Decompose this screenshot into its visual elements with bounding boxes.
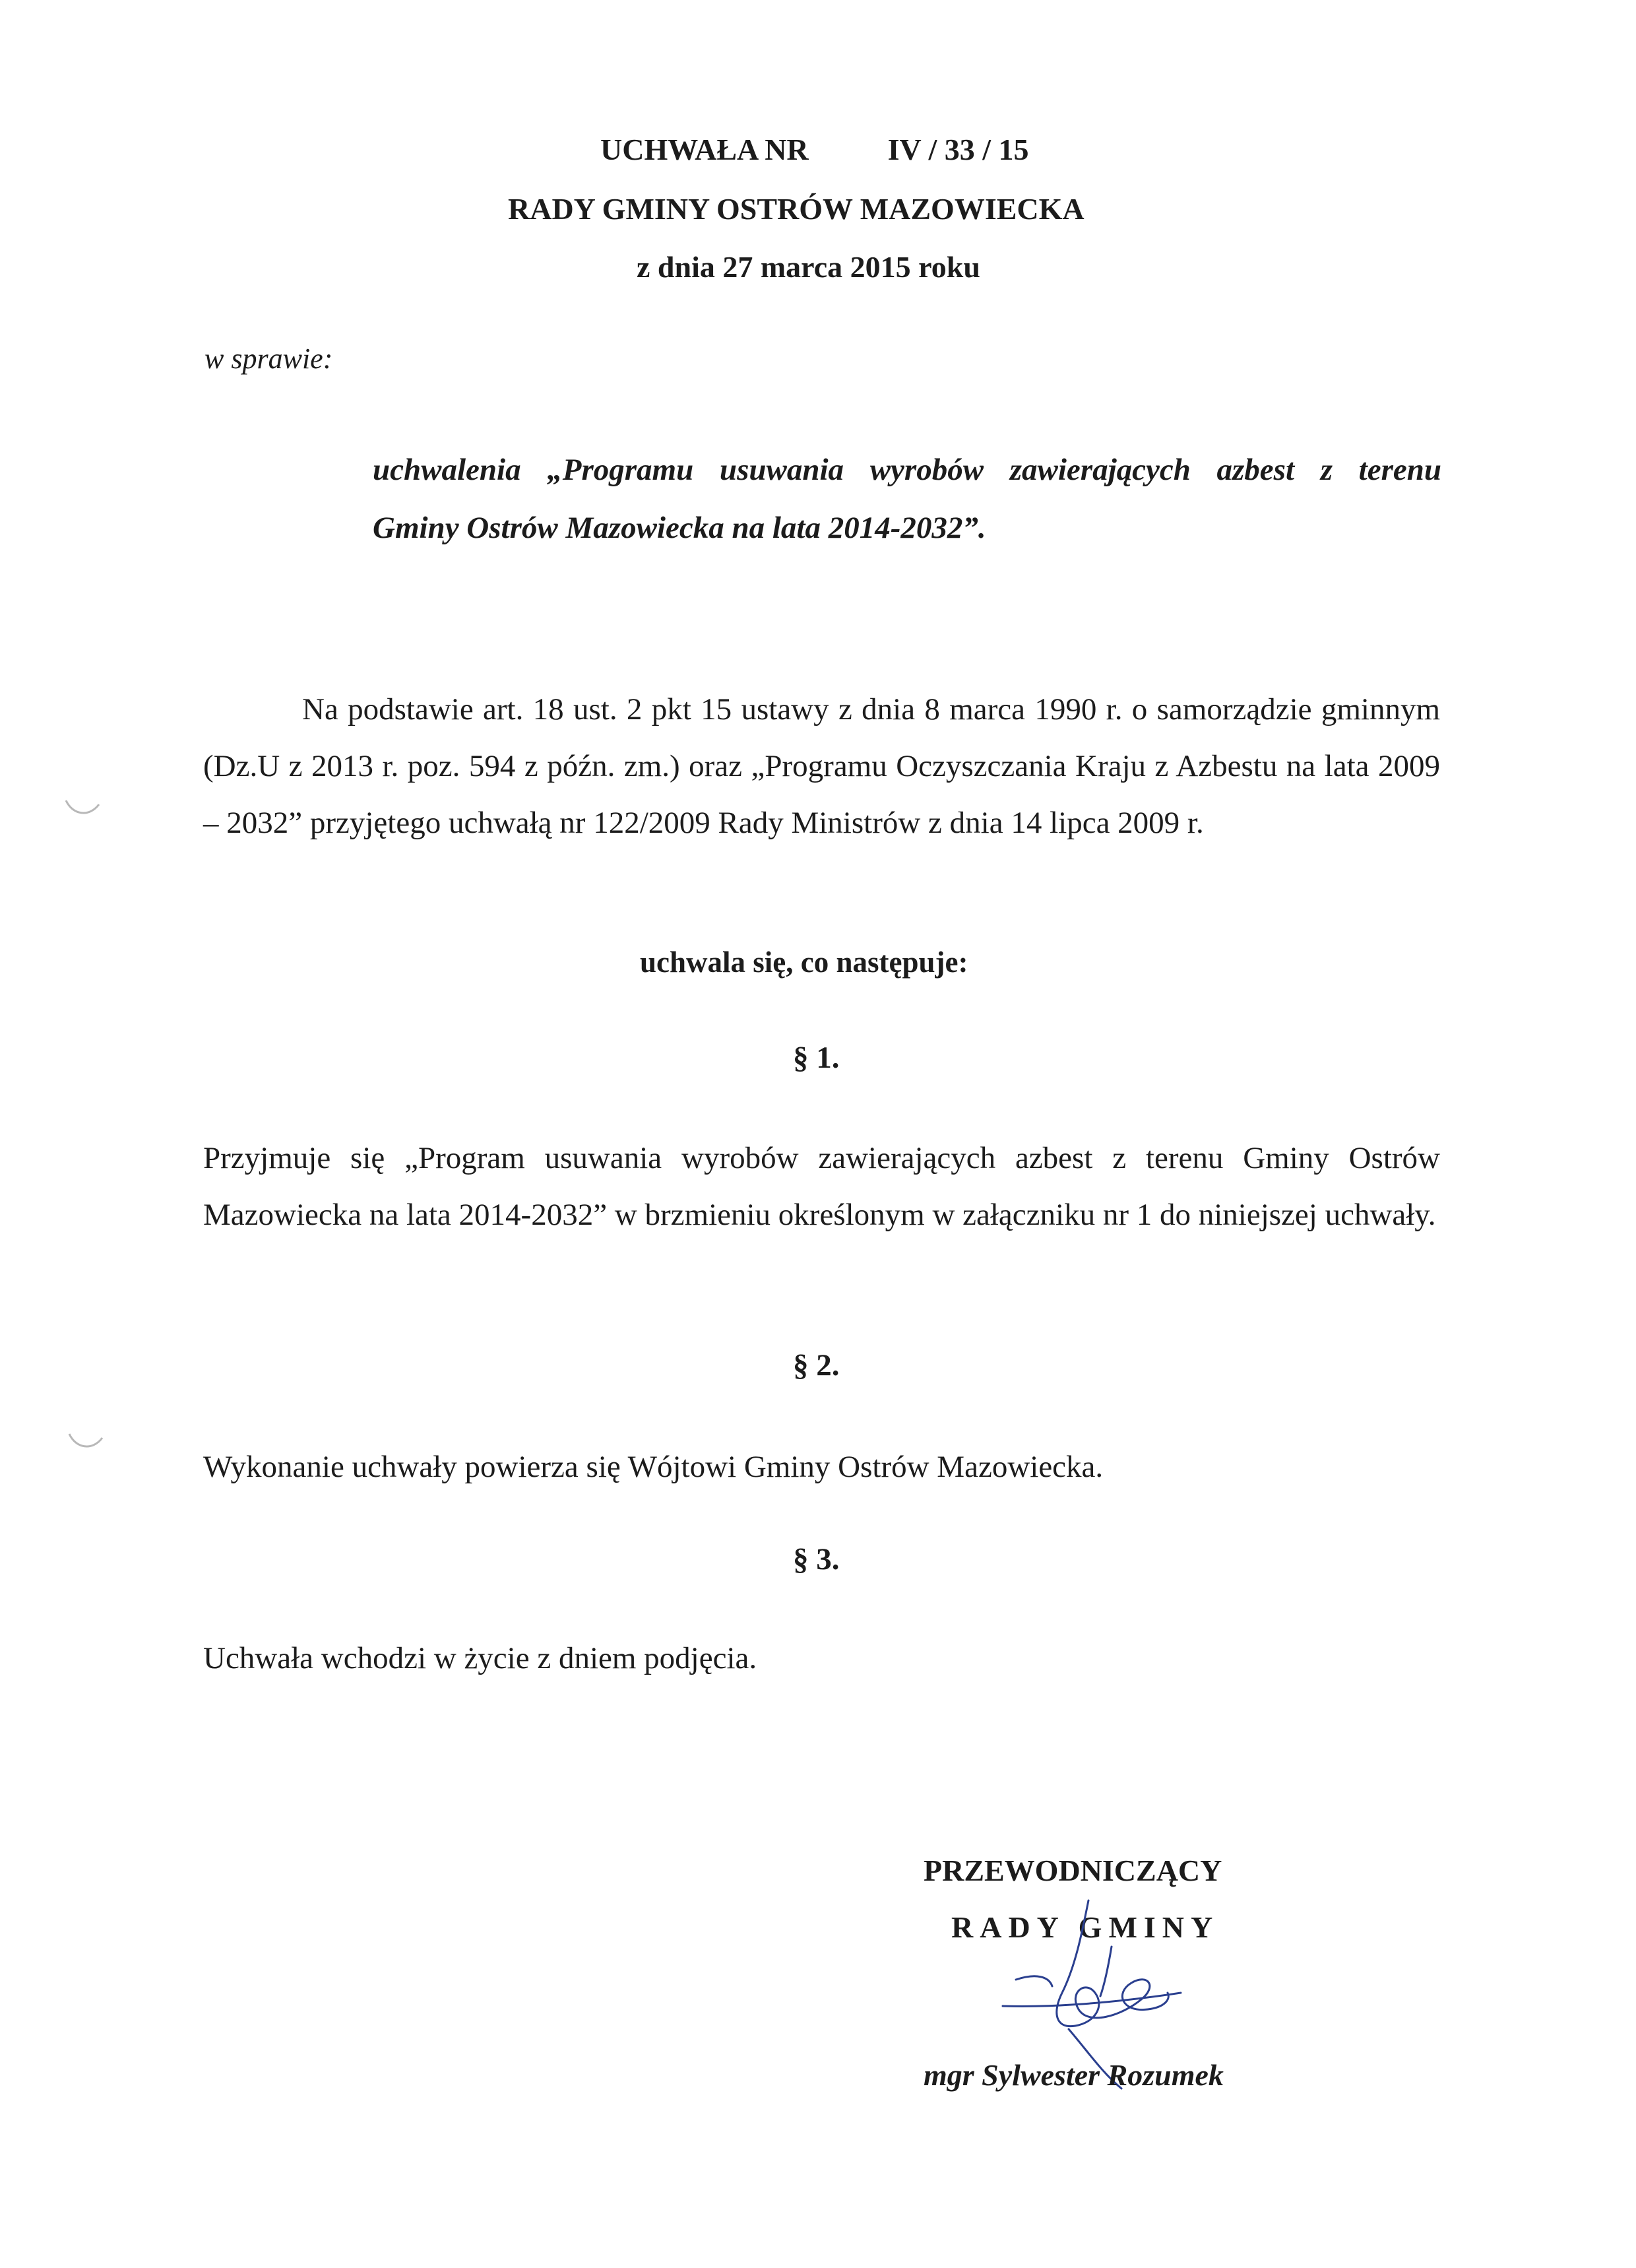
subject-line-1: uchwalenia „Programu usuwania wyrobów zawierających azbest z terenu [373, 453, 1441, 487]
regarding-label: w sprawie: [204, 342, 333, 375]
subject-text [373, 441, 1441, 557]
legal-basis-paragraph: Na podstawie art. 18 ust. 2 pkt 15 ustawy z dnia 8 marca 1990 r. o samorządzie gminnym (Dz.U z 2013 r. poz. 594 z późn. zm.) oraz „Programu Oczyszczania Kraju z Azbestu na lata 2009 – 2032” przyjętego uchwałą nr 122/2009 Rady Ministrów z dnia 14 lipca 2009 r. [203, 692, 1440, 840]
punch-hole-mark-bottom [66, 1429, 106, 1455]
signatory-body: RADY GMINY [951, 1910, 1220, 1944]
section-1-text: Przyjmuje się „Program usuwania wyrobów zawierających azbest z terenu Gminy Ostrów Mazowiecka na lata 2014-2032” w brzmieniu określonym w załączniku nr 1 do niniejszej uchwały. [203, 1141, 1440, 1232]
enactment-clause: uchwala się, co następuje: [640, 946, 968, 979]
section-2-text: Wykonanie uchwały powierza się Wójtowi Gminy Ostrów Mazowiecka. [203, 1450, 1104, 1484]
resolution-title [600, 132, 1029, 167]
section-1-label: § 1. [793, 1041, 840, 1075]
signatory-name: mgr Sylwester Rozumek [924, 2058, 1224, 2092]
resolution-date: z dnia 27 marca 2015 roku [637, 250, 980, 284]
resolution-label: UCHWAŁA NR [600, 133, 809, 166]
subject-line-2: Gminy Ostrów Mazowiecka na lata 2014-2032”. [373, 511, 986, 545]
punch-hole-mark-top [63, 795, 102, 822]
council-name: RADY GMINY OSTRÓW MAZOWIECKA [508, 192, 1085, 226]
section-3-label: § 3. [793, 1542, 840, 1576]
resolution-number: IV / 33 / 15 [887, 133, 1029, 166]
section-3-text: Uchwała wchodzi w życie z dniem podjęcia. [203, 1641, 757, 1675]
section-2-label: § 2. [793, 1348, 840, 1382]
signatory-role: PRZEWODNICZĄCY [924, 1854, 1222, 1887]
